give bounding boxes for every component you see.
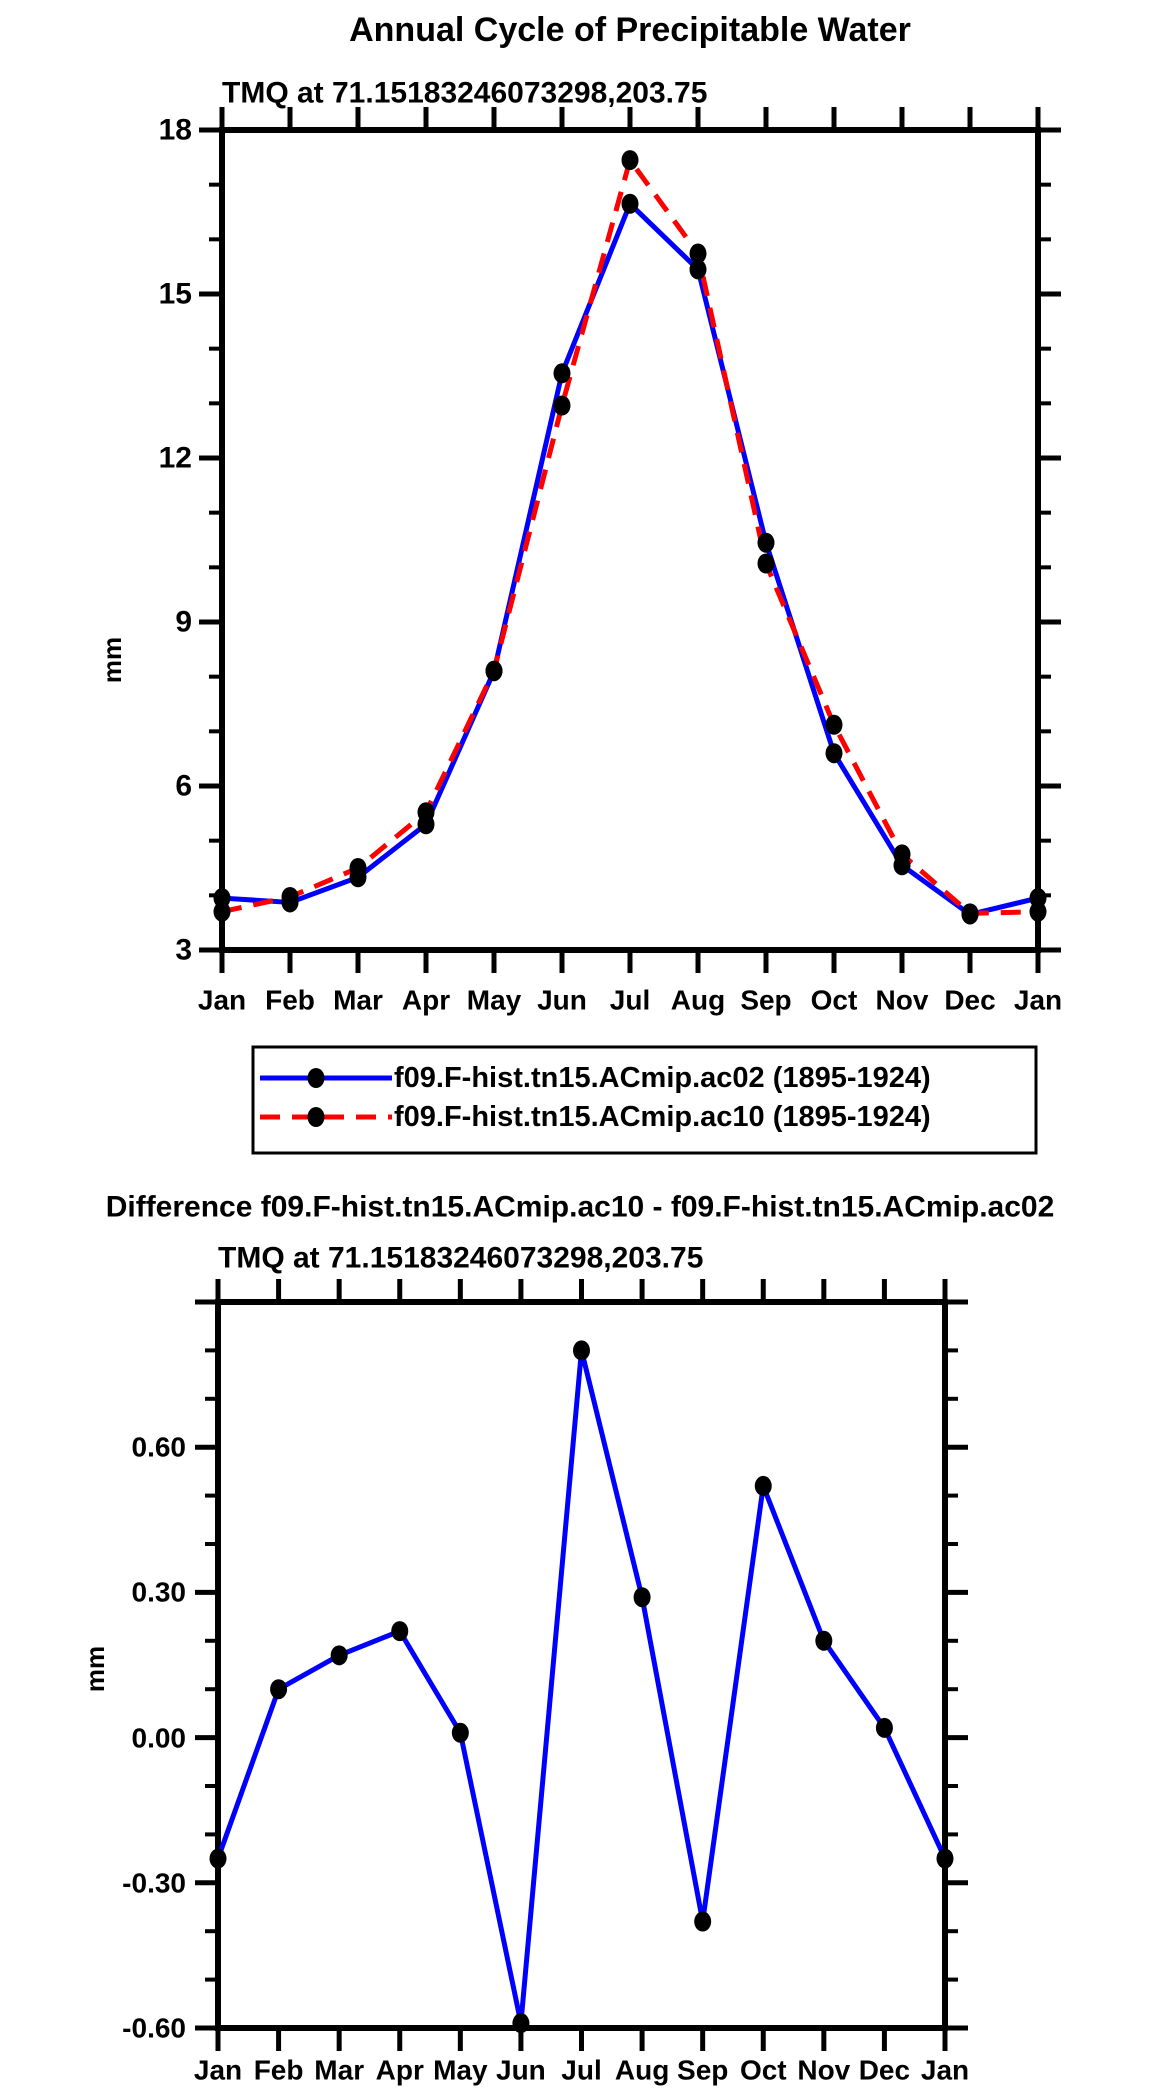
data-point-marker: [331, 1645, 348, 1665]
data-point-marker: [391, 1621, 408, 1641]
data-point-marker: [512, 2013, 529, 2033]
data-point-marker: [634, 1587, 651, 1607]
data-point-marker: [214, 902, 231, 922]
legend-marker-solid: [308, 1068, 325, 1088]
diff-month-label-1: Feb: [253, 2054, 304, 2086]
top-chart-plot-area: [199, 107, 1061, 973]
data-point-marker: [826, 743, 843, 763]
data-point-marker: [758, 533, 775, 553]
diff-month-label-3: Apr: [375, 2054, 424, 2086]
data-point-marker: [694, 1912, 711, 1932]
top-ytick-9: 9: [175, 605, 192, 639]
plot-frame: [222, 130, 1038, 950]
data-point-marker: [282, 887, 299, 907]
diff-ytick-060: 0.60: [131, 1431, 186, 1463]
top-chart: [97, 11, 1062, 1153]
top-ytick-18: 18: [158, 113, 192, 147]
top-month-label-1: Feb: [265, 984, 315, 1016]
difference-title: Difference f09.F-hist.tn15.ACmip.ac10 - f09.F-hist.tn15.ACmip.ac02: [105, 1190, 1055, 1224]
top-ytick-6: 6: [175, 769, 192, 803]
top-month-label-4: May: [466, 984, 522, 1016]
data-point-marker: [573, 1340, 590, 1360]
plot-frame: [218, 1302, 945, 2028]
series-line-solid: [222, 204, 1038, 915]
data-point-marker: [554, 363, 571, 383]
top-ytick-3: 3: [175, 933, 192, 967]
data-point-marker: [937, 1849, 954, 1869]
diff-month-label-12: Jan: [920, 2054, 970, 2086]
top-month-label-9: Oct: [810, 984, 858, 1016]
diff-ytick-n060: -0.60: [122, 2012, 186, 2044]
difference-chart-subtitle: TMQ at 71.15183246073298,203.75: [218, 1241, 704, 1275]
diff-ytick-030: 0.30: [131, 1576, 186, 1608]
top-chart-subtitle: TMQ at 71.15183246073298,203.75: [222, 76, 708, 110]
diff-month-label-7: Aug: [614, 2054, 670, 2086]
legend-marker-dashed: [308, 1107, 325, 1127]
diff-month-label-6: Jul: [561, 2054, 602, 2086]
main-title: Annual Cycle of Precipitable Water: [349, 11, 911, 49]
difference-chart: [80, 1191, 1054, 2086]
diff-month-label-5: Jun: [496, 2054, 546, 2086]
series-line-dashed: [222, 160, 1038, 913]
diff-month-label-10: Nov: [797, 2054, 851, 2086]
legend-label-ac10: f09.F-hist.tn15.ACmip.ac10 (1895-1924): [394, 1101, 931, 1133]
top-ytick-15: 15: [158, 277, 192, 311]
diff-ytick-n030: -0.30: [122, 1867, 186, 1899]
top-month-label-3: Apr: [401, 984, 451, 1016]
top-chart-y-axis-label: mm: [97, 636, 127, 684]
diff-month-label-4: May: [433, 2054, 488, 2086]
data-point-marker: [962, 903, 979, 923]
top-month-label-7: Aug: [670, 984, 726, 1016]
diff-month-label-2: Mar: [314, 2054, 365, 2086]
data-point-marker: [826, 715, 843, 735]
data-point-marker: [418, 802, 435, 822]
diff-month-label-9: Oct: [739, 2054, 787, 2086]
top-month-label-12: Jan: [1013, 984, 1063, 1016]
data-point-marker: [690, 244, 707, 264]
top-month-label-10: Nov: [875, 984, 929, 1016]
diff-month-label-11: Dec: [858, 2054, 911, 2086]
data-point-marker: [554, 396, 571, 416]
legend: [253, 1047, 1036, 1153]
data-point-marker: [755, 1476, 772, 1496]
top-ytick-12: 12: [158, 441, 192, 475]
data-point-marker: [876, 1718, 893, 1738]
top-month-label-6: Jul: [609, 984, 651, 1016]
top-month-label-8: Sep: [740, 984, 792, 1016]
data-point-marker: [486, 661, 503, 681]
data-point-marker: [350, 858, 367, 878]
top-month-label-2: Mar: [333, 984, 383, 1016]
data-point-marker: [1030, 902, 1047, 922]
data-point-marker: [270, 1679, 287, 1699]
data-point-marker: [622, 194, 639, 214]
data-point-marker: [452, 1723, 469, 1743]
legend-label-ac02: f09.F-hist.tn15.ACmip.ac02 (1895-1924): [394, 1062, 931, 1094]
data-point-marker: [815, 1631, 832, 1651]
top-month-label-5: Jun: [537, 984, 587, 1016]
series-line-solid: [218, 1350, 945, 2023]
data-point-marker: [210, 1849, 227, 1869]
data-point-marker: [894, 844, 911, 864]
top-month-label-11: Dec: [944, 984, 996, 1016]
difference-chart-plot-area: [195, 1279, 968, 2051]
difference-chart-y-axis-label: mm: [80, 1645, 110, 1693]
top-month-label-0: Jan: [197, 984, 247, 1016]
diff-ytick-000: 0.00: [131, 1722, 186, 1754]
diff-month-label-8: Sep: [677, 2054, 729, 2086]
data-point-marker: [622, 150, 639, 170]
diff-month-label-0: Jan: [193, 2054, 243, 2086]
data-point-marker: [758, 554, 775, 574]
